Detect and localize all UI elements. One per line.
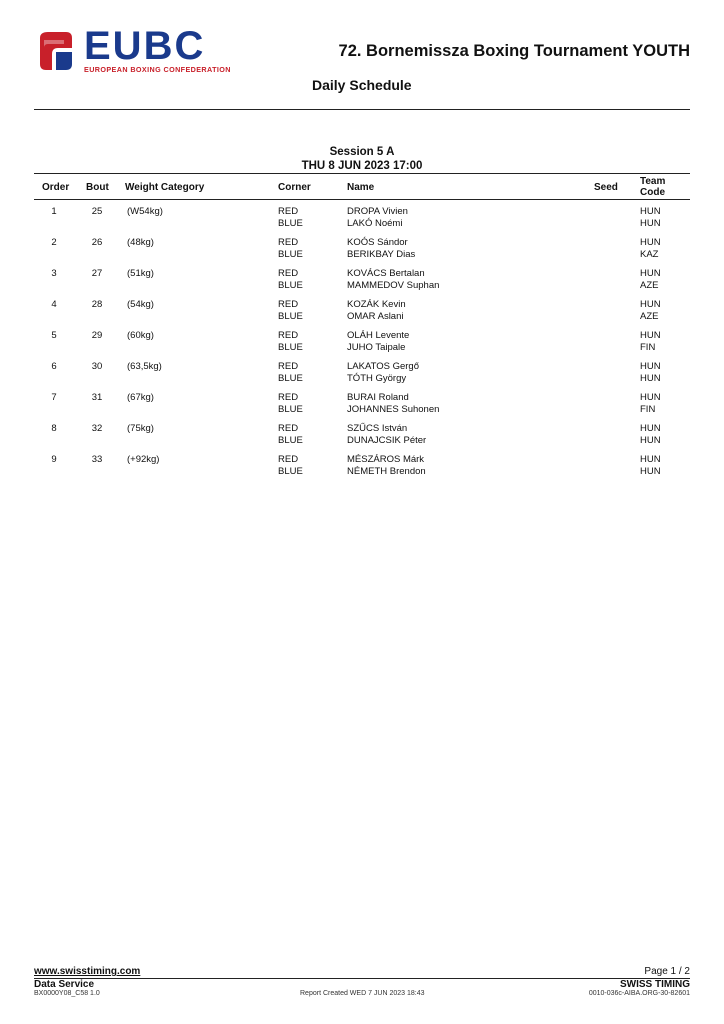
red-team-code: HUN	[640, 392, 661, 403]
eubc-logo	[36, 24, 280, 78]
logo-letters: EUBC	[84, 24, 206, 68]
header-divider	[34, 109, 690, 110]
report-created: Report Created WED 7 JUN 2023 18:43	[300, 990, 425, 997]
weight-cell: (48kg)	[127, 237, 154, 248]
red-corner-label: RED	[278, 206, 299, 217]
red-team-code: HUN	[640, 206, 661, 217]
document-code: BX0000Y08_C58 1.0	[34, 990, 100, 997]
red-corner-label: RED	[278, 454, 299, 465]
red-boxer-name: MÉSZÁROS Márk	[347, 454, 425, 465]
table-row	[34, 392, 690, 423]
column-team-code	[640, 176, 665, 198]
table-row	[34, 206, 690, 237]
logo-subtitle: EUROPEAN BOXING CONFEDERATION	[84, 65, 231, 74]
table-row	[34, 237, 690, 268]
blue-boxer-name: MAMMEDOV Suphan	[347, 280, 440, 291]
column-bout: Bout	[86, 182, 109, 193]
blue-team-code: HUN	[640, 218, 661, 229]
bout-cell: 26	[91, 237, 103, 248]
blue-team-code: HUN	[640, 373, 661, 384]
column-code-label: Code	[640, 187, 665, 198]
red-team-code: HUN	[640, 299, 661, 310]
red-corner-label: RED	[278, 268, 299, 279]
order-cell: 2	[51, 237, 57, 248]
weight-cell: (W54kg)	[127, 206, 163, 217]
red-boxer-name: SZŰCS István	[347, 423, 408, 434]
blue-boxer-name: OMAR Aslani	[347, 311, 404, 322]
reference-code: 0010-036c-AIBA.ORG-30-82601	[588, 990, 690, 997]
blue-team-code: AZE	[640, 311, 659, 322]
session-name: Session 5 A	[329, 146, 395, 158]
table-row	[34, 330, 690, 361]
bout-cell: 31	[91, 392, 103, 403]
session-date: THU 8 JUN 2023 17:00	[301, 160, 423, 172]
column-team-label: Team	[640, 176, 666, 187]
order-cell: 6	[51, 361, 57, 372]
blue-corner-label: BLUE	[278, 218, 303, 229]
blue-boxer-name: JOHANNES Suhonen	[347, 404, 440, 415]
table-header	[34, 173, 690, 200]
red-corner-label: RED	[278, 392, 299, 403]
document-title: 72. Bornemissza Boxing Tournament YOUTH	[338, 42, 690, 60]
weight-cell: (63,5kg)	[127, 361, 162, 372]
red-corner-label: RED	[278, 299, 299, 310]
bout-cell: 28	[91, 299, 103, 310]
weight-cell: (51kg)	[127, 268, 154, 279]
bout-cell: 27	[91, 268, 103, 279]
red-team-code: HUN	[640, 361, 661, 372]
bout-cell: 32	[91, 423, 103, 434]
weight-cell: (54kg)	[127, 299, 154, 310]
bout-cell: 25	[91, 206, 103, 217]
schedule-table-body	[34, 206, 690, 485]
table-row	[34, 299, 690, 330]
blue-team-code: FIN	[640, 342, 656, 353]
blue-corner-label: BLUE	[278, 311, 303, 322]
document-subtitle: Daily Schedule	[312, 77, 412, 93]
blue-corner-label: BLUE	[278, 373, 303, 384]
data-service-label: Data Service	[34, 979, 95, 990]
red-boxer-name: KOVÁCS Bertalan	[347, 268, 425, 279]
eubc-glove-icon	[36, 30, 76, 72]
blue-boxer-name: LAKÓ Noémi	[347, 218, 403, 229]
table-row	[34, 423, 690, 454]
blue-boxer-name: BERIKBAY Dias	[347, 249, 416, 260]
page-footer	[34, 966, 690, 998]
weight-cell: (60kg)	[127, 330, 154, 341]
bout-cell: 30	[91, 361, 103, 372]
blue-team-code: HUN	[640, 466, 661, 477]
page-number: Page 1 / 2	[644, 966, 690, 977]
blue-corner-label: BLUE	[278, 466, 303, 477]
red-boxer-name: BURAI Roland	[347, 392, 409, 403]
weight-cell: (+92kg)	[127, 454, 160, 465]
blue-team-code: FIN	[640, 404, 656, 415]
red-corner-label: RED	[278, 423, 299, 434]
blue-team-code: AZE	[640, 280, 659, 291]
blue-corner-label: BLUE	[278, 404, 303, 415]
red-team-code: HUN	[640, 237, 661, 248]
blue-team-code: KAZ	[640, 249, 659, 260]
red-boxer-name: DROPA Vivien	[347, 206, 408, 217]
weight-cell: (75kg)	[127, 423, 154, 434]
order-cell: 7	[51, 392, 57, 403]
red-team-code: HUN	[640, 454, 661, 465]
table-row	[34, 361, 690, 392]
column-order: Order	[42, 182, 70, 193]
table-row	[34, 268, 690, 299]
red-boxer-name: OLÁH Levente	[347, 330, 410, 341]
blue-corner-label: BLUE	[278, 280, 303, 291]
column-seed: Seed	[594, 182, 618, 193]
red-corner-label: RED	[278, 237, 299, 248]
column-weight-category: Weight Category	[125, 182, 205, 193]
red-corner-label: RED	[278, 361, 299, 372]
blue-corner-label: BLUE	[278, 435, 303, 446]
order-cell: 8	[51, 423, 57, 434]
weight-cell: (67kg)	[127, 392, 154, 403]
order-cell: 1	[51, 206, 57, 217]
red-boxer-name: KOZÁK Kevin	[347, 299, 406, 310]
order-cell: 9	[51, 454, 57, 465]
column-name: Name	[347, 182, 375, 193]
red-team-code: HUN	[640, 330, 661, 341]
swisstiming-link[interactable]: www.swisstiming.com	[34, 966, 141, 977]
red-team-code: HUN	[640, 268, 661, 279]
bout-cell: 33	[91, 454, 103, 465]
blue-team-code: HUN	[640, 435, 661, 446]
blue-corner-label: BLUE	[278, 342, 303, 353]
blue-boxer-name: TÓTH György	[347, 373, 407, 384]
swiss-timing-brand: SWISS TIMING	[620, 979, 690, 990]
red-boxer-name: LAKATOS Gergő	[347, 361, 419, 372]
blue-boxer-name: DUNAJCSIK Péter	[347, 435, 427, 446]
table-row	[34, 454, 690, 485]
blue-boxer-name: JUHO Taipale	[347, 342, 406, 353]
red-boxer-name: KOÓS Sándor	[347, 237, 408, 248]
blue-boxer-name: NÉMETH Brendon	[347, 466, 426, 477]
red-team-code: HUN	[640, 423, 661, 434]
footer-divider	[34, 978, 690, 979]
blue-corner-label: BLUE	[278, 249, 303, 260]
column-corner: Corner	[278, 182, 311, 193]
order-cell: 3	[51, 268, 57, 279]
red-corner-label: RED	[278, 330, 299, 341]
order-cell: 4	[51, 299, 57, 310]
bout-cell: 29	[91, 330, 103, 341]
order-cell: 5	[51, 330, 57, 341]
